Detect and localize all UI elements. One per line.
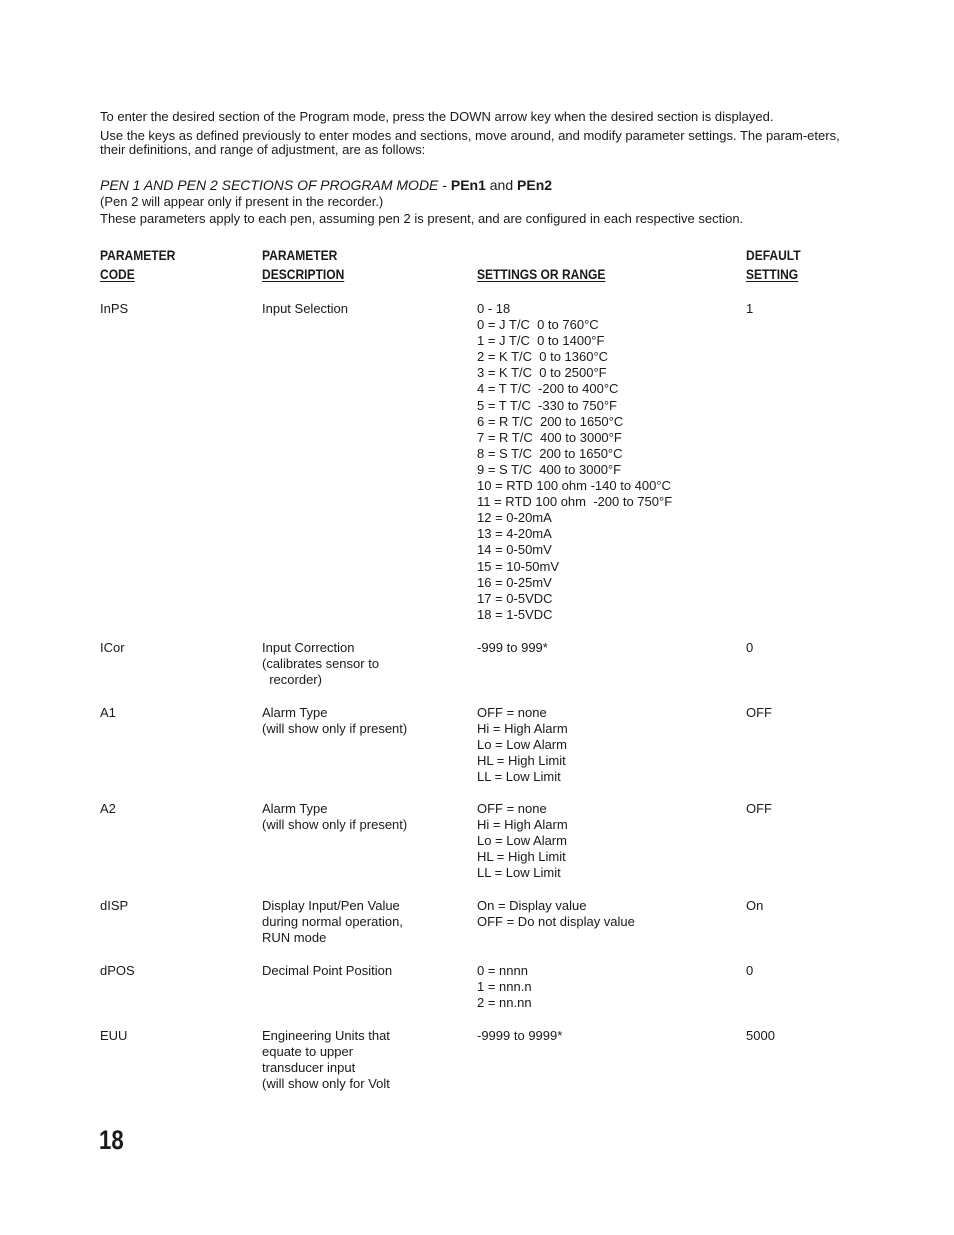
parameter-code: InPS <box>100 301 129 316</box>
setting-line: -9999 to 9999* <box>477 1028 563 1043</box>
section-note-2: These parameters apply to each pen, assuming pen 2 is present, and are configured in each respective section. <box>100 211 744 226</box>
page-number: 18 <box>99 1125 124 1155</box>
setting-line: Lo = Low Alarm <box>477 833 567 849</box>
setting-line: 9 = S T/C 400 to 3000°F <box>477 461 622 477</box>
header-desc-line1: PARAMETER <box>262 247 338 263</box>
section-title-and: and <box>485 177 518 193</box>
header-default-line2: SETTING <box>746 266 799 282</box>
parameter-description <box>262 963 462 979</box>
setting-line: 6 = R T/C 200 to 1650°C <box>477 413 624 429</box>
setting-line: 15 = 10-50mV <box>477 558 560 574</box>
setting-line: 10 = RTD 100 ohm -140 to 400°C <box>477 478 671 494</box>
settings-or-range <box>477 640 548 656</box>
settings-or-range <box>477 705 568 785</box>
setting-line: Hi = High Alarm <box>477 817 568 833</box>
description-line: (calibrates sensor to <box>262 656 380 672</box>
parameter-description <box>262 640 462 688</box>
setting-line: OFF = Do not display value <box>477 914 635 930</box>
section-title-pen1: PEn1 <box>450 177 486 193</box>
description-line: (will show only for Volt <box>262 1076 390 1092</box>
parameter-description <box>262 1028 462 1092</box>
header-settings-line: SETTINGS OR RANGE <box>477 266 606 282</box>
parameter-code: dPOS <box>100 963 135 978</box>
setting-line: 5 = T T/C -330 to 750°F <box>477 397 617 413</box>
header-code-line1: PARAMETER <box>100 247 176 263</box>
description-line: (will show only if present) <box>262 817 408 833</box>
section-title <box>100 177 552 193</box>
parameter-code: EUU <box>100 1028 128 1043</box>
description-line: transducer input <box>262 1060 356 1076</box>
description-line: (will show only if present) <box>262 721 408 737</box>
setting-line: HL = High Limit <box>477 753 566 769</box>
settings-or-range <box>477 963 532 1011</box>
parameter-description <box>262 801 462 833</box>
setting-line: 17 = 0-5VDC <box>477 590 553 606</box>
description-line: recorder) <box>262 672 322 688</box>
header-desc-line2: DESCRIPTION <box>262 266 345 282</box>
description-line: Display Input/Pen Value <box>262 898 400 913</box>
setting-line: 14 = 0-50mV <box>477 542 552 558</box>
setting-line: LL = Low Limit <box>477 865 561 881</box>
default-setting: 5000 <box>746 1028 775 1043</box>
default-setting: 0 <box>746 640 754 655</box>
setting-line: Lo = Low Alarm <box>477 737 567 753</box>
description-line: equate to upper <box>262 1044 354 1060</box>
section-note-1: (Pen 2 will appear only if present in the recorder.) <box>100 194 384 209</box>
setting-line: 1 = nnn.n <box>477 979 532 995</box>
intro-paragraph-2: Use the keys as defined previously to enter modes and sections, move around, and modify parameter settings. The param-eters, their definitions, and range of adjustment, are as follows: <box>100 128 840 157</box>
setting-line: 3 = K T/C 0 to 2500°F <box>477 365 607 381</box>
setting-line: 0 - 18 <box>477 301 511 316</box>
parameter-description <box>262 301 462 317</box>
section-title-dash: - <box>438 177 451 193</box>
setting-line: 2 = nn.nn <box>477 995 532 1011</box>
description-line: during normal operation, <box>262 914 403 930</box>
setting-line: 4 = T T/C -200 to 400°C <box>477 381 619 397</box>
header-default-line1: DEFAULT <box>746 247 801 263</box>
description-line: Decimal Point Position <box>262 963 393 978</box>
header-parameter-code <box>100 246 175 284</box>
description-line: Input Selection <box>262 301 349 316</box>
description-line: Alarm Type <box>262 801 328 816</box>
setting-line: OFF = none <box>477 801 547 816</box>
default-setting: 0 <box>746 963 754 978</box>
setting-line: 0 = J T/C 0 to 760°C <box>477 317 599 333</box>
setting-line: 1 = J T/C 0 to 1400°F <box>477 333 605 349</box>
default-setting: OFF <box>746 705 772 720</box>
setting-line: 13 = 4-20mA <box>477 526 552 542</box>
setting-line: Hi = High Alarm <box>477 721 568 737</box>
setting-line: 18 = 1-5VDC <box>477 606 553 622</box>
setting-line: 8 = S T/C 200 to 1650°C <box>477 445 623 461</box>
description-line: RUN mode <box>262 930 327 946</box>
description-line: Engineering Units that <box>262 1028 390 1043</box>
header-parameter-description <box>262 246 344 284</box>
parameter-code: A1 <box>100 705 116 720</box>
intro-paragraph-1: To enter the desired section of the Program mode, press the DOWN arrow key when the desired section is displayed. <box>100 109 774 124</box>
setting-line: LL = Low Limit <box>477 769 561 785</box>
parameter-description <box>262 898 462 946</box>
setting-line: 11 = RTD 100 ohm -200 to 750°F <box>477 494 673 510</box>
setting-line: 16 = 0-25mV <box>477 574 552 590</box>
header-default-setting <box>746 246 801 284</box>
header-settings-or-range <box>477 246 605 284</box>
default-setting: 1 <box>746 301 754 316</box>
setting-line: On = Display value <box>477 898 587 913</box>
description-line: Input Correction <box>262 640 355 655</box>
setting-line: 2 = K T/C 0 to 1360°C <box>477 349 609 365</box>
setting-line: -999 to 999* <box>477 640 548 655</box>
parameter-code: dISP <box>100 898 129 913</box>
default-setting: OFF <box>746 801 772 816</box>
default-setting: On <box>746 898 764 913</box>
settings-or-range <box>477 898 635 930</box>
setting-line: HL = High Limit <box>477 849 566 865</box>
parameter-code: ICor <box>100 640 125 655</box>
description-line: Alarm Type <box>262 705 328 720</box>
settings-or-range <box>477 1028 562 1044</box>
section-title-pen2: PEn2 <box>517 177 553 193</box>
parameter-description <box>262 705 462 737</box>
header-code-line2: CODE <box>100 266 135 282</box>
header-settings-spacer <box>477 246 605 265</box>
setting-line: 12 = 0-20mA <box>477 510 552 526</box>
setting-line: 0 = nnnn <box>477 963 528 978</box>
section-title-italic: PEN 1 AND PEN 2 SECTIONS OF PROGRAM MODE <box>100 177 439 193</box>
setting-line: OFF = none <box>477 705 547 720</box>
settings-or-range <box>477 301 672 623</box>
settings-or-range <box>477 801 568 881</box>
setting-line: 7 = R T/C 400 to 3000°F <box>477 429 622 445</box>
parameter-code: A2 <box>100 801 116 816</box>
